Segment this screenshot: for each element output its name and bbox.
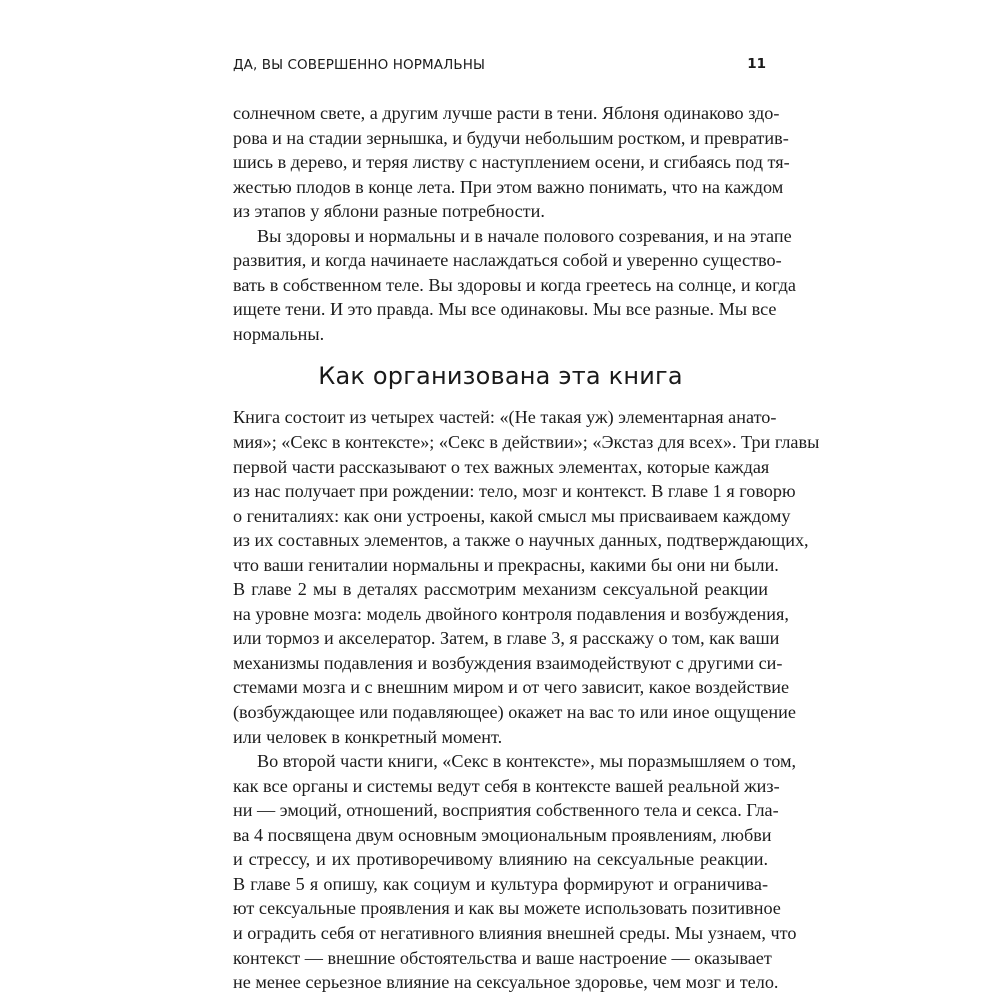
text-line: и стрессу, и их противоречивому влиянию на сексуальные реакции. [233, 849, 768, 870]
text-line: Вы здоровы и нормальны и в начале полового созревания, и на этапе [257, 225, 792, 246]
text-line: ни — эмоций, отношений, восприятия собственного тела и секса. Гла- [233, 800, 779, 821]
text-line: ищете тени. И это правда. Мы все одинаковы. Мы все разные. Мы все [233, 299, 777, 320]
text-line: механизмы подавления и возбуждения взаимодействуют с другими си- [233, 652, 783, 673]
text-line: развития, и когда начинаете наслаждаться собой и уверенно существо- [233, 250, 782, 271]
text-line: ва 4 посвящена двум основным эмоциональным проявлениям, любви [233, 824, 772, 845]
text-line: что ваши гениталии нормальны и прекрасны, какими бы они ни были. [233, 554, 779, 575]
text-line: и оградить себя от негативного влияния внешней среды. Мы узнаем, что [233, 922, 797, 943]
page-number: 11 [747, 56, 766, 72]
text-line: солнечном свете, а другим лучше расти в тени. Яблоня одинаково здо- [233, 103, 780, 123]
text-line: первой части рассказывают о тех важных элементах, которые каждая [233, 456, 770, 477]
text-line: о гениталиях: как они устроены, какой смысл мы присваиваем каждому [233, 505, 791, 526]
text-line: как все органы и системы ведут себя в контексте вашей реальной жиз- [233, 775, 780, 796]
text-line: шись в дерево, и теряя листву с наступлением осени, и сгибаясь под тя- [233, 152, 790, 173]
text-line: Во второй части книги, «Секс в контексте», мы поразмышляем о том, [257, 751, 797, 772]
text-line: ют сексуальные проявления и как вы можете использовать позитивное [233, 898, 781, 919]
text-line: стемами мозга и с внешним миром и от чего зависит, какое воздействие [233, 677, 790, 698]
text-line: рова и на стадии зернышка, и будучи небольшим ростком, и превратив- [233, 127, 789, 148]
text-line: на уровне мозга: модель двойного контроля подавления и возбуждения, [233, 603, 789, 624]
text-line: из их составных элементов, а также о научных данных, подтверждающих, [233, 530, 809, 551]
text-line: или тормоз и акселератор. Затем, в главе 3, я расскажу о том, как ваши [233, 628, 780, 649]
text-line: вать в собственном теле. Вы здоровы и когда греетесь на солнце, и когда [233, 274, 796, 295]
paragraph [233, 405, 820, 749]
paragraph [233, 101, 790, 224]
text-line: жестью плодов в конце лета. При этом важно понимать, что на каждом [233, 176, 784, 197]
section-heading: Как организована эта книга [318, 362, 683, 391]
text-line: контекст — внешние обстоятельства и ваше настроение — оказывает [233, 947, 772, 968]
text-line: Книга состоит из четырех частей: «(Не такая уж) элементарная анато- [233, 407, 777, 428]
text-line: В главе 2 мы в деталях рассмотрим механизм сексуальной реакции [233, 579, 768, 600]
text-line: не менее серьезное влияние на сексуальное здоровье, чем мозг и тело. [233, 972, 779, 993]
text-line: или человек в конкретный момент. [233, 726, 503, 747]
text-line: нормальны. [233, 323, 325, 344]
text-line: В главе 5 я опишу, как социум и культура формируют и ограничива- [233, 873, 768, 894]
running-head: ДА, ВЫ СОВЕРШЕННО НОРМАЛЬНЫ [233, 57, 485, 73]
paragraph [233, 224, 796, 347]
paragraph [233, 749, 797, 994]
text-line: из этапов у яблони разные потребности. [233, 201, 545, 222]
text-line: из нас получает при рождении: тело, мозг и контекст. В главе 1 я говорю [233, 481, 796, 502]
text-line: (возбуждающее или подавляющее) окажет на вас то или иное ощущение [233, 702, 796, 723]
text-line: мия»; «Секс в контексте»; «Секс в действии»; «Экстаз для всех». Три главы [233, 432, 820, 453]
body-text [233, 101, 820, 995]
